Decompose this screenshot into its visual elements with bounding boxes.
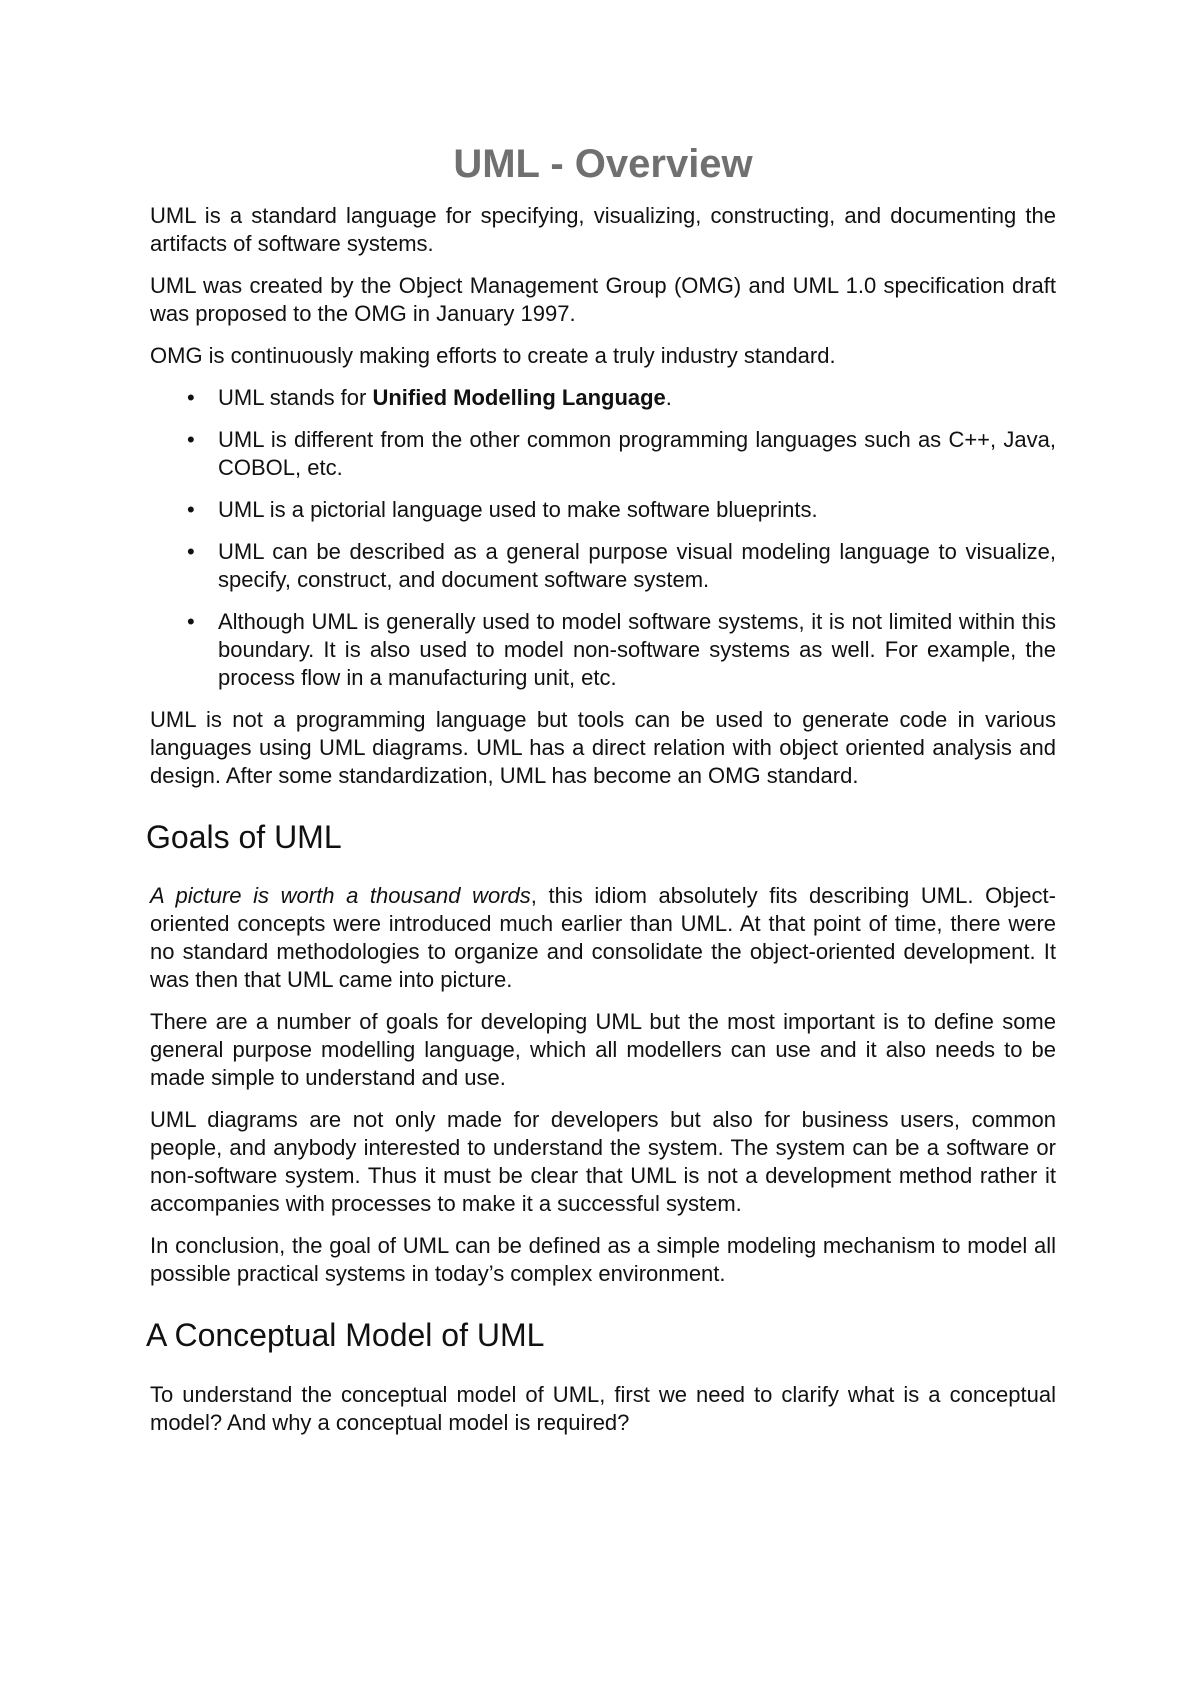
document-page: [146, 140, 1056, 1451]
intro-paragraph-3: OMG is continuously making efforts to create a truly industry standard.: [150, 343, 836, 368]
intro-after-paragraph: UML is not a programming language but tools can be used to generate code in various languages using UML diagrams. UML has a direct relation with object oriented analysis and design. After some standardization, UML has become an OMG standard.: [150, 707, 1056, 788]
idiom-text: A picture is worth a thousand words: [150, 883, 531, 909]
uml-full-name: Unified Modelling Language: [372, 385, 666, 410]
bullet-icon: •: [187, 497, 195, 522]
bullet-icon: •: [187, 609, 195, 634]
goals-heading: Goals of UML: [146, 819, 342, 855]
goals-paragraph-2: There are a number of goals for developing UML but the most important is to define some general purpose modelling language, which all modellers can use and it also needs to be made simple to understand and use.: [150, 1009, 1056, 1091]
list-item: • Although UML is generally used to model software systems, it is not limited within this boundary. It is also used to model non-software systems as well. For example, the process flow in a manufacturing unit, etc.: [187, 609, 1056, 690]
intro-paragraph-2: UML was created by the Object Management Group (OMG) and UML 1.0 specification draft was proposed to the OMG in January 1997.: [150, 273, 1056, 326]
conceptual-model-heading: A Conceptual Model of UML: [146, 1317, 545, 1354]
list-item: • UML is different from the other common programming languages such as C++, Java, COBOL, etc.: [187, 427, 1056, 480]
list-item: • UML is a pictorial language used to make software blueprints.: [187, 497, 818, 522]
list-item: • UML stands for Unified Modelling Language.: [187, 385, 672, 410]
bullet-icon: •: [187, 427, 195, 452]
goals-paragraph-1: A picture is worth a thousand words, this idiom absolutely fits describing UML. Object-oriented concepts were introduced much earlier than UML. At that point of time, there were no standard methodologies to organize and consolidate the object-oriented development. It was then that UML came into picture.: [150, 883, 1056, 993]
goals-paragraph-3: UML diagrams are not only made for developers but also for business users, common people, and anybody interested to understand the system. The system can be a software or non-software system. Thus it must be clear that UML is not a development method rather it accompanies with processes to make it a successful system.: [150, 1107, 1056, 1217]
bullet-icon: •: [187, 539, 195, 564]
goals-paragraph-4: In conclusion, the goal of UML can be defined as a simple modeling mechanism to model all possible practical systems in today’s complex environment.: [150, 1233, 1056, 1287]
uml-facts-list: [150, 384, 1056, 692]
intro-paragraph-1: UML is a standard language for specifying, visualizing, constructing, and documenting the artifacts of software systems.: [150, 203, 1056, 256]
list-item: • UML can be described as a general purpose visual modeling language to visualize, specify, construct, and document software system.: [187, 539, 1056, 592]
page-title: UML - Overview: [453, 142, 753, 186]
conceptual-paragraph-1: To understand the conceptual model of UML, first we need to clarify what is a conceptual model? And why a conceptual model is required?: [150, 1381, 1056, 1435]
bullet-icon: •: [187, 385, 195, 410]
